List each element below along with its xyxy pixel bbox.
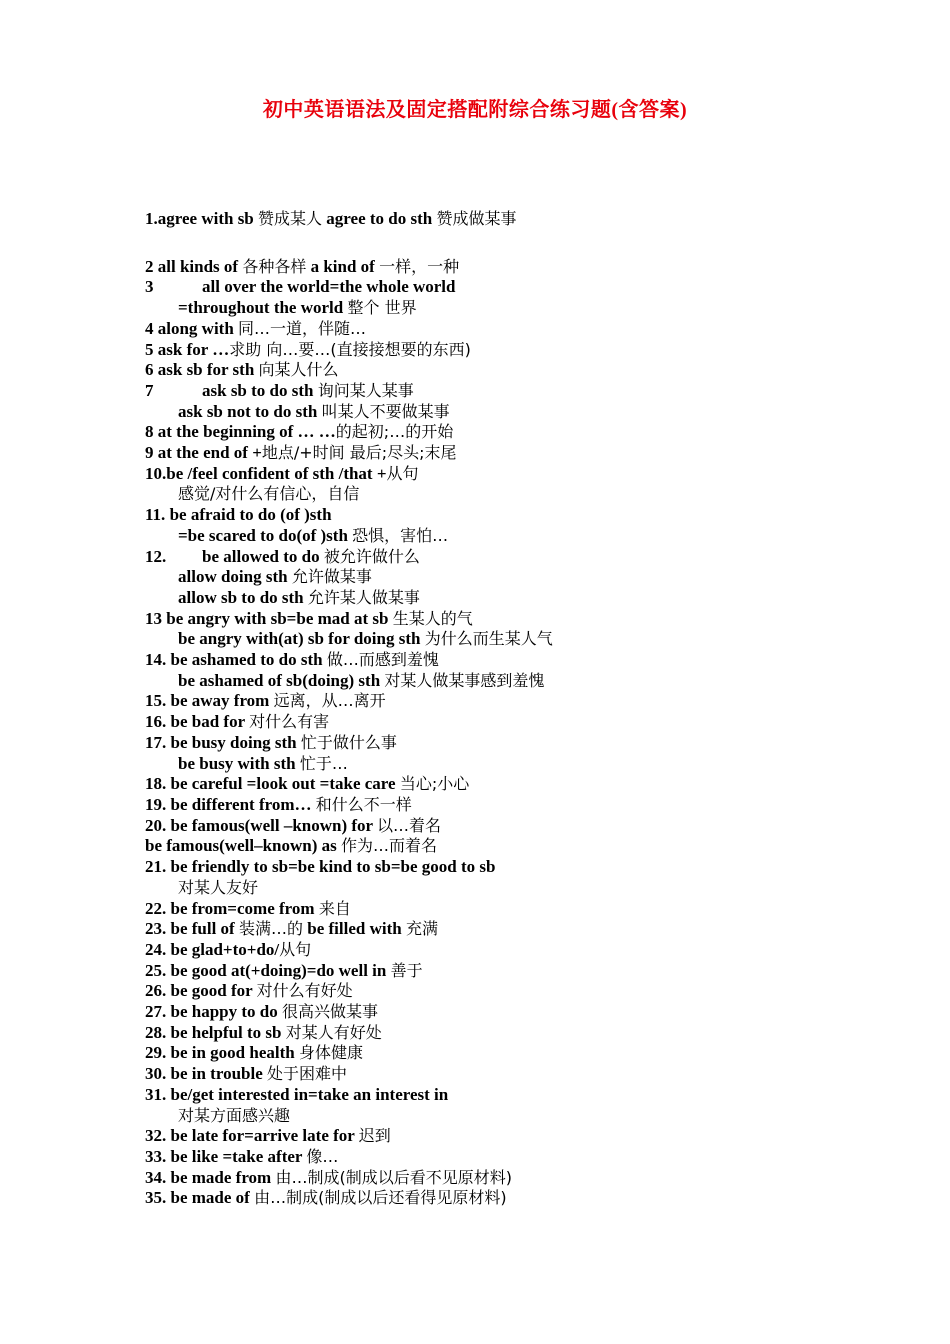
phrase-entry xyxy=(145,464,925,485)
entry-number: 30. xyxy=(145,1064,171,1084)
chinese-meaning: 对某人有好处 xyxy=(285,1022,382,1042)
entry-number: 16. xyxy=(145,712,171,732)
phrase-entry xyxy=(145,505,925,526)
english-phrase: be glad+to+do/ xyxy=(170,939,280,959)
phrase-entry xyxy=(145,712,925,733)
english-phrase: be /feel confident of sth /that + xyxy=(166,463,387,483)
english-phrase: be ashamed of sb(doing) sth xyxy=(178,670,385,690)
phrase-entry xyxy=(145,381,925,402)
chinese-meaning: 为什么而生某人气 xyxy=(424,629,553,649)
phrase-continuation xyxy=(145,878,925,899)
chinese-meaning: 装满…的 xyxy=(238,919,303,939)
english-phrase: =be scared to do(of )sth xyxy=(178,525,353,545)
entry-number: 33. xyxy=(145,1146,171,1166)
english-phrase: be in good health xyxy=(170,1043,299,1063)
english-phrase: ask for … xyxy=(157,339,230,359)
english-phrase: allow sb to do sth xyxy=(178,587,308,607)
english-phrase: be good for xyxy=(170,981,257,1001)
phrase-entry xyxy=(145,1168,925,1189)
phrase-entry xyxy=(145,1043,925,1064)
english-phrase: be happy to do xyxy=(170,1002,282,1022)
chinese-meaning: 从句 xyxy=(279,939,312,959)
english-phrase: be helpful to sb xyxy=(170,1022,286,1042)
chinese-meaning: 迟到 xyxy=(358,1126,391,1146)
entry-number: 7 xyxy=(145,380,154,400)
phrase-continuation xyxy=(145,629,925,650)
entry-number: 14. xyxy=(145,650,171,670)
phrase-entry xyxy=(145,733,925,754)
phrase-entry xyxy=(145,360,925,381)
phrase-entry xyxy=(145,340,925,361)
chinese-meaning: 赞成某人 xyxy=(258,209,323,228)
entry-number: 11. xyxy=(145,505,170,525)
entry-number: 23. xyxy=(145,919,171,939)
entry-number: 3 xyxy=(145,277,154,297)
chinese-meaning: 对某人做某事感到羞愧 xyxy=(384,670,545,690)
phrase-entry xyxy=(145,1023,925,1044)
chinese-meaning: 整个 世界 xyxy=(347,298,417,318)
chinese-meaning: 生某人的气 xyxy=(392,608,473,628)
phrase-entry xyxy=(145,919,925,940)
entry-number: 1. xyxy=(145,209,158,228)
chinese-meaning: 感觉/对什么有信心，自信 xyxy=(178,484,360,504)
phrase-continuation xyxy=(145,671,925,692)
english-phrase: be made from xyxy=(170,1167,276,1187)
english-phrase: be allowed to do xyxy=(202,546,324,566)
chinese-meaning: 善于 xyxy=(390,960,423,980)
phrase-entry xyxy=(145,961,925,982)
chinese-meaning: 以…着名 xyxy=(377,815,442,835)
phrase-continuation xyxy=(145,1106,925,1127)
phrase-entry xyxy=(145,774,925,795)
chinese-meaning: 充满 xyxy=(405,919,438,939)
entry-number: 19. xyxy=(145,794,171,814)
english-phrase: be in trouble xyxy=(170,1064,268,1084)
english-phrase: a kind of xyxy=(306,256,380,276)
english-phrase: be busy doing sth xyxy=(170,732,301,752)
phrase-continuation xyxy=(145,484,925,505)
english-phrase: be filled with xyxy=(303,919,406,939)
english-phrase: agree with sb xyxy=(157,209,259,228)
entry-number: 10. xyxy=(145,463,167,483)
phrase-entry xyxy=(145,899,925,920)
chinese-meaning: 由…制成(制成以后看不见原材料) xyxy=(275,1167,512,1187)
english-phrase: be famous(well–known) as xyxy=(145,836,341,856)
english-phrase: be ashamed to do sth xyxy=(170,650,327,670)
phrase-entry xyxy=(145,1188,925,1209)
entry-number: 4 xyxy=(145,318,158,338)
phrase-entry xyxy=(145,836,925,857)
chinese-meaning: 一样，一种 xyxy=(379,256,460,276)
chinese-meaning: 很高兴做某事 xyxy=(281,1002,378,1022)
chinese-meaning: 地点/+时间 最后;尽头;末尾 xyxy=(261,443,457,463)
chinese-meaning: 被允许做什么 xyxy=(323,546,420,566)
chinese-meaning: 远离，从…离开 xyxy=(273,691,386,711)
phrase-entry xyxy=(145,1002,925,1023)
phrase-entry xyxy=(145,277,925,298)
entry-number: 21. xyxy=(145,857,171,877)
phrase-entry xyxy=(145,1126,925,1147)
english-phrase: ask sb for sth xyxy=(157,360,259,380)
entry-number: 20. xyxy=(145,815,171,835)
phrase-entry xyxy=(145,650,925,671)
english-phrase: be afraid to do (of )sth xyxy=(169,505,332,525)
chinese-meaning: 由…制成(制成以后还看得见原材料) xyxy=(254,1188,507,1208)
phrase-entry xyxy=(145,319,925,340)
phrase-entry xyxy=(145,422,925,443)
english-phrase: at the end of + xyxy=(157,443,262,463)
chinese-meaning: 做…而感到羞愧 xyxy=(326,650,439,670)
entry-number: 13 xyxy=(145,608,167,628)
phrase-entry xyxy=(145,443,925,464)
entry-number: 17. xyxy=(145,732,171,752)
phrase-continuation xyxy=(145,298,925,319)
english-phrase: be from=come from xyxy=(170,898,319,918)
english-phrase: be good at(+doing)=do well in xyxy=(170,960,391,980)
chinese-meaning: 求助 向…要…(直接接想要的东西) xyxy=(229,339,471,359)
phrase-continuation xyxy=(145,526,925,547)
english-phrase: be angry with sb=be mad at sb xyxy=(166,608,393,628)
phrase-continuation xyxy=(145,754,925,775)
phrase-entry xyxy=(145,795,925,816)
page-title: 初中英语语法及固定搭配附综合练习题(含答案) xyxy=(262,99,688,121)
chinese-meaning: 允许某人做某事 xyxy=(307,587,420,607)
chinese-meaning: 恐惧，害怕… xyxy=(352,525,449,545)
english-phrase: all over the world=the whole world xyxy=(202,277,456,297)
entry-number: 9 xyxy=(145,443,158,463)
english-phrase: be careful =look out =take care xyxy=(170,774,400,794)
english-phrase: allow doing sth xyxy=(178,567,292,587)
entry-number: 34. xyxy=(145,1167,171,1187)
phrase-continuation xyxy=(145,567,925,588)
chinese-meaning: 叫某人不要做某事 xyxy=(321,401,450,421)
english-phrase: be famous(well –known) for xyxy=(170,815,378,835)
chinese-meaning: 允许做某事 xyxy=(291,567,372,587)
english-phrase: be made of xyxy=(170,1188,255,1208)
english-phrase: be different from… xyxy=(170,794,316,814)
phrase-entry xyxy=(145,1147,925,1168)
entry-number: 8 xyxy=(145,422,158,442)
english-phrase: be/get interested in=take an interest in xyxy=(170,1084,449,1104)
chinese-meaning: 忙于做什么事 xyxy=(300,732,397,752)
chinese-meaning: 当心;小心 xyxy=(399,774,470,794)
phrase-list xyxy=(145,209,925,1209)
chinese-meaning: 身体健康 xyxy=(298,1043,363,1063)
chinese-meaning: 和什么不一样 xyxy=(315,794,412,814)
chinese-meaning: 对什么有害 xyxy=(249,712,330,732)
english-phrase: be angry with(at) sb for doing sth xyxy=(178,629,425,649)
chinese-meaning: 来自 xyxy=(318,898,351,918)
phrase-continuation xyxy=(145,588,925,609)
phrase-entry xyxy=(145,257,925,278)
english-phrase: ask sb to do sth xyxy=(202,380,318,400)
phrase-entry xyxy=(145,1085,925,1106)
entry-number: 27. xyxy=(145,1002,171,1022)
english-phrase: agree to do sth xyxy=(322,209,437,228)
chinese-meaning: 向某人什么 xyxy=(258,360,339,380)
chinese-meaning: 像… xyxy=(306,1146,339,1166)
entry-number: 24. xyxy=(145,939,171,959)
entry-number: 12. xyxy=(145,546,167,566)
entry-number: 2 xyxy=(145,256,158,276)
phrase-continuation xyxy=(145,402,925,423)
english-phrase: all kinds of xyxy=(157,256,243,276)
english-phrase: be bad for xyxy=(170,712,250,732)
chinese-meaning: 从句 xyxy=(386,463,419,483)
english-phrase: be like =take after xyxy=(170,1146,307,1166)
phrase-entry xyxy=(145,981,925,1002)
english-phrase: at the beginning of … … xyxy=(157,422,336,442)
entry-number: 15. xyxy=(145,691,171,711)
english-phrase: be away from xyxy=(170,691,274,711)
phrase-entry xyxy=(145,209,925,230)
entry-number: 18. xyxy=(145,774,171,794)
phrase-entry xyxy=(145,609,925,630)
chinese-meaning: 忙于… xyxy=(299,753,348,773)
phrase-entry xyxy=(145,940,925,961)
phrase-entry xyxy=(145,816,925,837)
english-phrase: along with xyxy=(157,318,239,338)
chinese-meaning: 同…一道，伴随… xyxy=(238,318,367,338)
english-phrase: be busy with sth xyxy=(178,753,300,773)
chinese-meaning: 各种各样 xyxy=(242,256,307,276)
entry-number: 25. xyxy=(145,960,171,980)
entry-number: 22. xyxy=(145,898,171,918)
chinese-meaning: 赞成做某事 xyxy=(436,209,517,228)
entry-number: 35. xyxy=(145,1188,171,1208)
english-phrase: be late for=arrive late for xyxy=(170,1126,359,1146)
english-phrase: be full of xyxy=(170,919,239,939)
entry-number: 32. xyxy=(145,1126,171,1146)
entry-number: 28. xyxy=(145,1022,171,1042)
entry-number: 5 xyxy=(145,339,158,359)
chinese-meaning: 作为…而着名 xyxy=(341,836,438,856)
english-phrase: =throughout the world xyxy=(178,298,348,318)
entry-number: 29. xyxy=(145,1043,171,1063)
english-phrase: be friendly to sb=be kind to sb=be good to sb xyxy=(170,857,496,877)
entry-number: 26. xyxy=(145,981,171,1001)
chinese-meaning: 对什么有好处 xyxy=(256,981,353,1001)
entry-number: 6 xyxy=(145,360,158,380)
phrase-entry xyxy=(145,691,925,712)
english-phrase: ask sb not to do sth xyxy=(178,401,322,421)
phrase-entry xyxy=(145,547,925,568)
chinese-meaning: 的起初;…的开始 xyxy=(335,422,454,442)
chinese-meaning: 询问某人某事 xyxy=(317,380,414,400)
phrase-entry xyxy=(145,1064,925,1085)
chinese-meaning: 对某人友好 xyxy=(178,877,259,897)
chinese-meaning: 对某方面感兴趣 xyxy=(178,1105,291,1125)
phrase-entry xyxy=(145,857,925,878)
chinese-meaning: 处于困难中 xyxy=(267,1064,348,1084)
entry-number: 31. xyxy=(145,1084,171,1104)
